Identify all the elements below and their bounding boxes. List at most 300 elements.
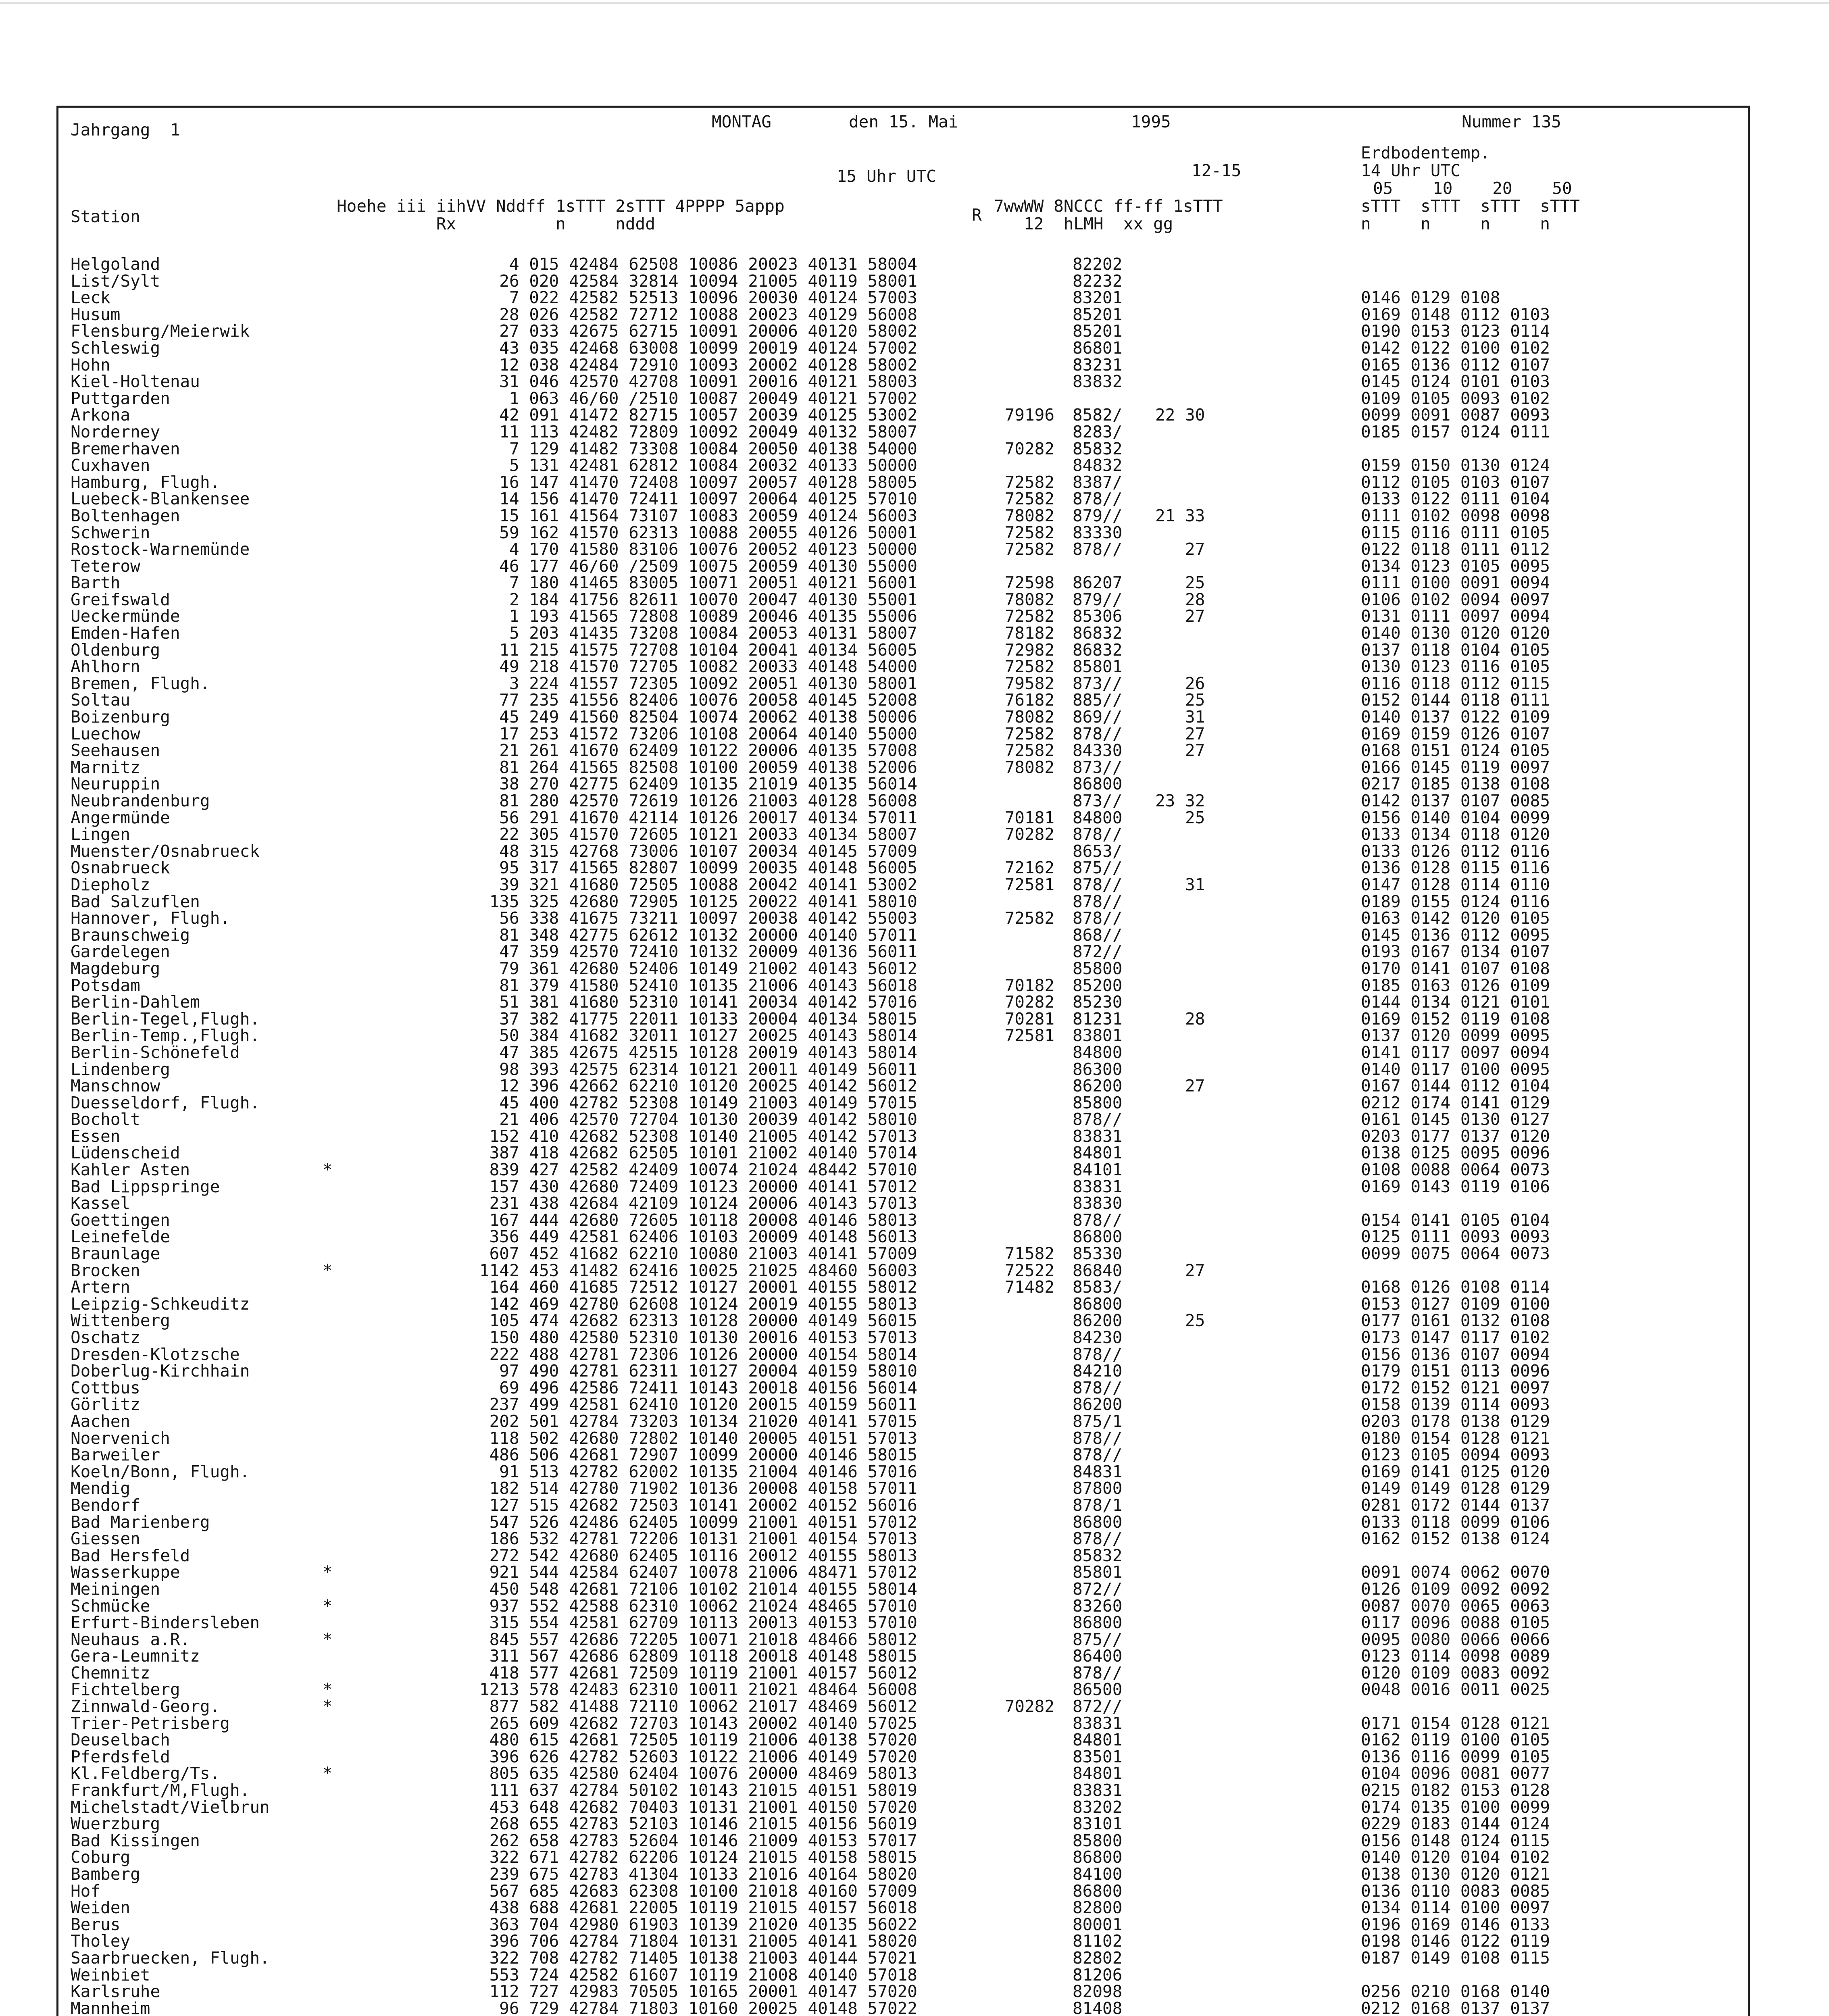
cloud-group: 85200 [1073,975,1123,995]
cloud-group: 83831 [1073,1781,1123,1800]
station-name: Bamberg [71,1864,140,1884]
gust-values [1155,960,1236,977]
cloud-group: 84100 [1073,1864,1123,1884]
weather-group: 70282 [1004,439,1054,458]
soil-temperatures: 0108 0088 0064 0073 [1361,1160,1550,1180]
soil-temperatures: 0095 0080 0066 0066 [1361,1629,1550,1649]
soil-temperatures: 0141 0117 0097 0094 [1361,1042,1550,1062]
synop-groups: 239 675 42783 41304 10133 21016 40164 58020 [489,1864,917,1884]
soil-temperatures: 0156 0148 0124 0115 [1361,1831,1550,1850]
gust-values [1155,1883,1236,1900]
station-name: Neuruppin [71,774,160,794]
soil-temperatures: 0161 0145 0130 0127 [1361,1110,1550,1129]
weather-group [994,1447,1054,1464]
gust-values [1155,1681,1236,1698]
synop-groups: 69 496 42586 72411 10143 20018 40156 56014 [499,1378,917,1397]
synop-groups: 28 026 42582 72712 10088 20023 40129 56008 [499,304,917,324]
station-name: Cuxhaven [71,456,150,475]
soil-temperatures: 0189 0155 0124 0116 [1361,891,1550,911]
soil-temperatures: 0136 0116 0099 0105 [1361,1747,1550,1766]
cloud-group: 873// [1073,673,1123,693]
station-name: Pferdsfeld [71,1747,170,1766]
cloud-group: 85201 [1073,321,1123,341]
weather-group [994,1581,1054,1598]
synop-groups: 12 038 42484 72910 10093 20002 40128 58002 [499,355,917,375]
mountain-station-marker [323,1497,339,1514]
synop-groups: 157 430 42680 72409 10123 20000 40141 57012 [489,1177,917,1196]
weather-group [994,1983,1054,2000]
weather-group: 72982 [1004,640,1054,660]
weather-group [994,289,1054,306]
mountain-station-marker [323,675,339,692]
soil-temperatures: 0147 0128 0114 0110 [1361,875,1550,894]
soil-temperatures: 0215 0182 0153 0128 [1361,1781,1550,1800]
group7-column [994,256,1054,2016]
synop-groups: 5 203 41435 73208 10084 20053 40131 58007 [509,623,917,643]
synop-groups: 59 162 41570 62313 10088 20055 40126 50001 [499,523,917,542]
cloud-group: 83832 [1073,372,1123,392]
station-name: Dresden-Klotzsche [71,1344,240,1364]
cloud-group: 80001 [1073,1914,1123,1934]
synop-groups: 45 249 41560 82504 10074 20062 40138 50006 [499,707,917,727]
synop-groups: 4 170 41580 83106 10076 20052 40123 50000 [509,539,917,559]
group8-column [1073,256,1145,2016]
synop-groups: 237 499 42581 62410 10120 20015 40159 56011 [489,1395,917,1414]
mountain-station-marker [323,1547,339,1564]
weather-group: 70282 [1004,992,1054,1012]
mountain-station-marker: * [323,1562,333,1582]
soil-temperatures: 0212 0174 0141 0129 [1361,1093,1550,1112]
station-name: Hamburg, Flugh. [71,472,220,492]
weather-group: 71482 [1004,1277,1054,1297]
synop-groups: 21 261 41670 62409 10122 20006 40135 57008 [499,741,917,760]
cloud-group: 81102 [1073,1931,1123,1951]
gust-values [1155,1833,1236,1849]
mountain-station-marker [323,323,339,340]
cloud-group: 85201 [1073,304,1123,324]
station-name: Cottbus [71,1378,140,1397]
weather-group: 72581 [1004,1026,1054,1045]
synop-groups: 105 474 42682 62313 10128 20000 40149 56015 [489,1311,917,1331]
mountain-station-marker [323,742,339,759]
mountain-station-marker [323,1145,339,1162]
weekday: MONTAG [712,112,772,131]
cloud-group: 83831 [1073,1713,1123,1733]
synop-groups: 135 325 42680 72905 10125 20022 40141 58010 [489,891,917,911]
cloud-group: 81408 [1073,1998,1123,2016]
weather-group [994,273,1054,290]
mountain-station-marker [323,709,339,726]
gust-values [1155,1245,1236,1262]
station-name: Trier-Petrisberg [71,1713,230,1733]
synop-groups: 152 410 42682 52308 10140 21005 40142 57013 [489,1126,917,1146]
soil-temperatures: 0212 0168 0137 0137 [1361,1998,1550,2016]
cloud-group: 84800 [1073,808,1123,827]
mountain-station-marker [323,474,339,491]
cloud-group: 81206 [1073,1965,1123,1985]
soil-temperatures: 0145 0124 0101 0103 [1361,372,1550,392]
gust-values [1155,441,1236,458]
soil-temperatures: 0159 0150 0130 0124 [1361,456,1550,475]
mountain-station-marker [323,1950,339,1967]
gust-values [1155,1413,1236,1430]
gust-values [1155,1866,1236,1883]
gust-values [1155,1027,1236,1044]
soil-temperatures: 0120 0109 0083 0092 [1361,1663,1550,1683]
weather-group [994,1849,1054,1866]
station-name: Magdeburg [71,958,160,978]
gust-values [1155,1430,1236,1447]
station-name: Lindenberg [71,1059,170,1079]
station-name: Schwerin [71,523,150,542]
cloud-group: 875// [1073,858,1123,878]
synop-groups: 81 280 42570 72619 10126 21003 40128 56008 [499,791,917,810]
cloud-group: 873// [1073,757,1123,777]
gust-values [1155,1279,1236,1296]
mountain-station-marker [323,726,339,743]
cloud-group: 8387/ [1073,472,1123,492]
scan-edge [0,2,1829,4]
weather-group [994,558,1054,575]
cloud-group: 82802 [1073,1948,1123,1968]
soil-temperatures [1361,1967,1724,1984]
synop-groups: 231 438 42684 42109 10124 20006 40143 57013 [489,1193,917,1213]
synop-groups: 4 015 42484 62508 10086 20023 40131 58004 [509,254,917,274]
station-name: Berlin-Tegel,Flugh. [71,1009,260,1029]
mountain-station-marker [323,943,339,960]
weather-group [994,1229,1054,1245]
weather-group [994,256,1054,273]
synop-groups: 268 655 42783 52103 10146 21015 40156 56019 [489,1814,917,1834]
soil-temp-column [1361,256,1724,2016]
cloud-group: 8582/ [1073,405,1123,425]
weather-group: 70181 [1004,808,1054,827]
cloud-group: 878// [1073,1529,1123,1549]
cloud-group: 84831 [1073,1462,1123,1481]
weather-group [994,1430,1054,1447]
cloud-group: 85306 [1073,606,1123,626]
gust-values [1155,1380,1236,1397]
mountain-station-marker [323,508,339,525]
cloud-group: 85330 [1073,1244,1123,1264]
cloud-group: 84801 [1073,1764,1123,1783]
mountain-station-marker [323,1011,339,1028]
synop-groups: 1 063 46/60 /2510 10087 20049 40121 57002 [509,388,917,408]
weather-group: 72582 [1004,472,1054,492]
soil-temperatures: 0193 0167 0134 0107 [1361,942,1550,962]
station-name: Puttgarden [71,388,170,408]
gust-values [1155,658,1236,675]
mountain-station-marker [323,994,339,1011]
gust-values [1155,1346,1236,1363]
gust-values [1155,1329,1236,1346]
mountain-station-marker [323,1329,339,1346]
weather-group [994,960,1054,977]
synop-groups: 27 033 42675 62715 10091 20006 40120 58002 [499,321,917,341]
gust-values [1155,289,1236,306]
synop-groups: 79 361 42680 52406 10149 21002 40143 56012 [499,958,917,978]
mountain-station-marker [323,273,339,290]
cloud-group: 83202 [1073,1797,1123,1817]
soil-temperatures: 0163 0142 0120 0105 [1361,908,1550,928]
synop-groups: 1213 578 42483 62310 10011 21021 48464 56008 [479,1680,917,1699]
mountain-station-marker [323,1799,339,1816]
gust-values [1155,558,1236,575]
synop-groups: 81 379 41580 52410 10135 21006 40143 56018 [499,975,917,995]
synop-groups: 98 393 42575 62314 10121 20011 40149 56011 [499,1059,917,1079]
synop-groups: 142 469 42780 62608 10124 20019 40155 58013 [489,1294,917,1314]
cloud-group: 872// [1073,942,1123,962]
soil-temperatures: 0138 0130 0120 0121 [1361,1864,1550,1884]
soil-temperatures: 0156 0140 0104 0099 [1361,808,1550,827]
station-name: Teterow [71,556,140,576]
weather-group [994,1078,1054,1095]
mountain-station-marker: * [323,1260,333,1280]
gust-values [1155,1967,1236,1984]
synop-groups: 387 418 42682 62505 10101 21002 40140 57014 [489,1143,917,1163]
weather-group [994,1111,1054,1128]
synop-groups: 418 577 42681 72509 10119 21001 40157 56012 [489,1663,917,1683]
main-groups-subheading: Rx n nddd [337,214,655,233]
gust-values [1155,525,1236,541]
cloud-group: 8283/ [1073,422,1123,442]
volume-label: Jahrgang 1 [71,120,180,140]
gust-values [1155,1715,1236,1732]
synop-groups: 202 501 42784 73203 10134 21020 40141 57015 [489,1411,917,1431]
cloud-group: 81231 [1073,1009,1123,1029]
weather-group: 70282 [1004,1697,1054,1716]
cloud-group: 86800 [1073,1881,1123,1901]
soil-temperatures: 0140 0137 0122 0109 [1361,707,1550,727]
soil-temperatures: 0144 0134 0121 0101 [1361,992,1550,1012]
synop-groups: 17 253 41572 73206 10108 20064 40140 55000 [499,724,917,744]
cloud-group: 85832 [1073,439,1123,458]
gust-values [1155,390,1236,407]
station-name: Bremerhaven [71,439,180,458]
soil-temperatures: 0149 0149 0128 0129 [1361,1479,1550,1498]
period-label: 12-15 [1192,161,1242,180]
gust-values [1155,1061,1236,1078]
weather-group [994,1799,1054,1816]
synop-groups: 7 129 41482 73308 10084 20050 40138 54000 [509,439,917,458]
station-name: Oschatz [71,1328,140,1347]
synop-groups: 15 161 41564 73107 10083 20059 40124 56003 [499,506,917,525]
synop-groups: 182 514 42780 71902 10136 20008 40158 57011 [489,1479,917,1498]
mountain-station-marker: * [323,1764,333,1783]
cloud-group: 86207 [1073,573,1123,593]
weather-group [994,893,1054,910]
station-name: Kiel-Holtenau [71,372,200,392]
gust-values [1155,1916,1236,1933]
issue-number: Nummer 135 [1462,112,1561,131]
synop-groups: 11 113 42482 72809 10092 20049 40132 58007 [499,422,917,442]
gust-values [1155,1983,1236,2000]
mountain-station-marker [323,810,339,827]
cloud-group: 83801 [1073,1026,1123,1045]
station-name: Gardelegen [71,942,170,962]
station-name: Manschnow [71,1076,160,1096]
cloud-group: 86800 [1073,774,1123,794]
mountain-station-marker [323,658,339,675]
station-name: Husum [71,304,121,324]
weather-group [994,1329,1054,1346]
mountain-station-marker [323,575,339,591]
gust-values [1155,1162,1236,1179]
gust-values [1155,860,1236,877]
cloud-group: 86800 [1073,1294,1123,1314]
soil-temperatures: 0137 0120 0099 0095 [1361,1026,1550,1045]
synop-groups: 46 177 46/60 /2509 10075 20059 40130 55000 [499,556,917,576]
cloud-group: 86300 [1073,1059,1123,1079]
weather-group: 71582 [1004,1244,1054,1264]
weather-group: 72582 [1004,741,1054,760]
gust-values [1155,306,1236,323]
synop-groups: 12 396 42662 62210 10120 20025 40142 56012 [499,1076,917,1096]
cloud-group: 875// [1073,1629,1123,1649]
cloud-group: 878// [1073,1428,1123,1448]
soil-temperatures: 0140 0130 0120 0120 [1361,623,1550,643]
gust-values [1155,256,1236,273]
station-name: Weiden [71,1898,131,1918]
mountain-station-marker [323,1396,339,1413]
weather-group [994,1413,1054,1430]
synop-groups: 262 658 42783 52604 10146 21009 40153 57017 [489,1831,917,1850]
station-name: Meiningen [71,1579,160,1599]
mountain-station-marker [323,977,339,994]
cloud-group: 82098 [1073,1982,1123,2001]
cloud-group: 83231 [1073,355,1123,375]
cloud-group: 84801 [1073,1143,1123,1163]
station-name: Ahlhorn [71,657,140,677]
synop-groups: 450 548 42681 72106 10102 21014 40155 58014 [489,1579,917,1599]
weather-group: 72582 [1004,523,1054,542]
weather-group [994,1765,1054,1782]
synop-groups: 50 384 41682 32011 10127 20025 40143 58014 [499,1026,917,1045]
weather-group [994,1380,1054,1397]
mountain-station-marker [323,1816,339,1833]
station-name: Norderney [71,422,160,442]
gust-values [1155,1581,1236,1598]
weather-group [994,1950,1054,1967]
mountain-station-marker [323,1245,339,1262]
synop-groups: 81 348 42775 62612 10132 20000 40140 57011 [499,925,917,945]
station-name: Flensburg/Meierwik [71,321,250,341]
soil-temperatures: 0142 0122 0100 0102 [1361,338,1550,358]
soil-temperatures: 0168 0126 0108 0114 [1361,1277,1550,1297]
cloud-group: 878// [1073,1210,1123,1230]
gust-values [1155,1195,1236,1212]
synop-groups: 47 385 42675 42515 10128 20019 40143 58014 [499,1042,917,1062]
synop-groups: 56 291 41670 42114 10126 20017 40134 57011 [499,808,917,827]
station-name: Giessen [71,1529,140,1549]
mountain-station-marker [323,1782,339,1799]
gust-values [1155,1531,1236,1547]
soil-temperatures: 0142 0137 0107 0085 [1361,791,1550,810]
station-name: Arkona [71,405,131,425]
synop-groups: 311 567 42686 62809 10118 20018 40148 58015 [489,1646,917,1666]
cloud-group: 85800 [1073,958,1123,978]
synop-groups: 553 724 42582 61607 10119 21008 40140 57018 [489,1965,917,1985]
mountain-station-marker [323,1061,339,1078]
gust-values [1155,1816,1236,1833]
synop-groups: 26 020 42584 32814 10094 21005 40119 58001 [499,271,917,291]
station-name: Bad Hersfeld [71,1545,190,1565]
soil-temperatures: 0281 0172 0144 0137 [1361,1495,1550,1515]
mountain-station-marker [323,1430,339,1447]
gust-values [1155,491,1236,508]
station-name: Rostock-Warnemünde [71,539,250,559]
station-name: Coburg [71,1847,131,1867]
station-name: Ueckermünde [71,606,180,626]
gust-values [1155,1849,1236,1866]
gust-values [1155,1514,1236,1531]
synop-groups: 164 460 41685 72512 10127 20001 40155 58012 [489,1277,917,1297]
gust-values [1155,1447,1236,1464]
station-name: Bocholt [71,1110,140,1129]
gust-values [1155,323,1236,340]
weather-group: 79196 [1004,405,1054,425]
station-name: Luebeck-Blankensee [71,489,250,509]
weather-group [994,1782,1054,1799]
gust-values [1155,1095,1236,1112]
mountain-station-marker [323,826,339,843]
soil-temperatures: 0111 0100 0091 0094 [1361,573,1550,593]
weather-group: 79582 [1004,673,1054,693]
station-name: Berlin-Schönefeld [71,1042,240,1062]
soil-temperatures: 0198 0146 0122 0119 [1361,1931,1550,1951]
cloud-group: 85801 [1073,657,1123,677]
weather-group: 72582 [1004,908,1054,928]
weather-group [994,1061,1054,1078]
mountain-station-marker [323,457,339,474]
synop-groups: 480 615 42681 72505 10119 21006 40138 57020 [489,1730,917,1750]
station-name: Boizenburg [71,707,170,727]
synop-groups: 7 180 41465 83005 10071 20051 40121 56001 [509,573,917,593]
mountain-station-marker [323,340,339,357]
mountain-station-marker [323,776,339,793]
station-name: Saarbruecken, Flugh. [71,1948,270,1968]
station-name: Berlin-Dahlem [71,992,200,1012]
station-name: Bendorf [71,1495,140,1515]
mountain-station-marker [323,256,339,273]
gust-column [1155,256,1236,2016]
gust-values: 21 33 [1155,506,1205,525]
station-name: Görlitz [71,1395,140,1414]
station-name: Hohn [71,355,110,375]
soil-temperatures: 0134 0123 0105 0095 [1361,556,1550,576]
synop-groups: 48 315 42768 73006 10107 20034 40145 57009 [499,841,917,861]
weather-group [994,1396,1054,1413]
station-name: Kahler Asten [71,1160,190,1180]
station-name: Berus [71,1914,121,1934]
observation-time: 15 Uhr UTC [837,167,936,186]
weather-group [994,457,1054,474]
synop-groups: 96 729 42784 71803 10160 20025 40148 57022 [499,1998,917,2016]
soil-temperatures: 0099 0075 0064 0073 [1361,1244,1550,1264]
synop-groups: 222 488 42781 72306 10126 20000 40154 58014 [489,1344,917,1364]
station-name: Berlin-Temp.,Flugh. [71,1026,260,1045]
station-name: Seehausen [71,741,160,760]
soil-temperatures [1361,1262,1724,1279]
cloud-group: 869// [1073,707,1123,727]
mountain-station-marker [323,860,339,877]
station-name: Erfurt-Bindersleben [71,1613,260,1633]
soil-temperatures: 0123 0114 0098 0089 [1361,1646,1550,1666]
soil-temperatures: 0136 0110 0083 0085 [1361,1881,1550,1901]
gust-values [1155,340,1236,357]
cloud-group: 875/1 [1073,1411,1123,1431]
weather-group [994,1464,1054,1481]
